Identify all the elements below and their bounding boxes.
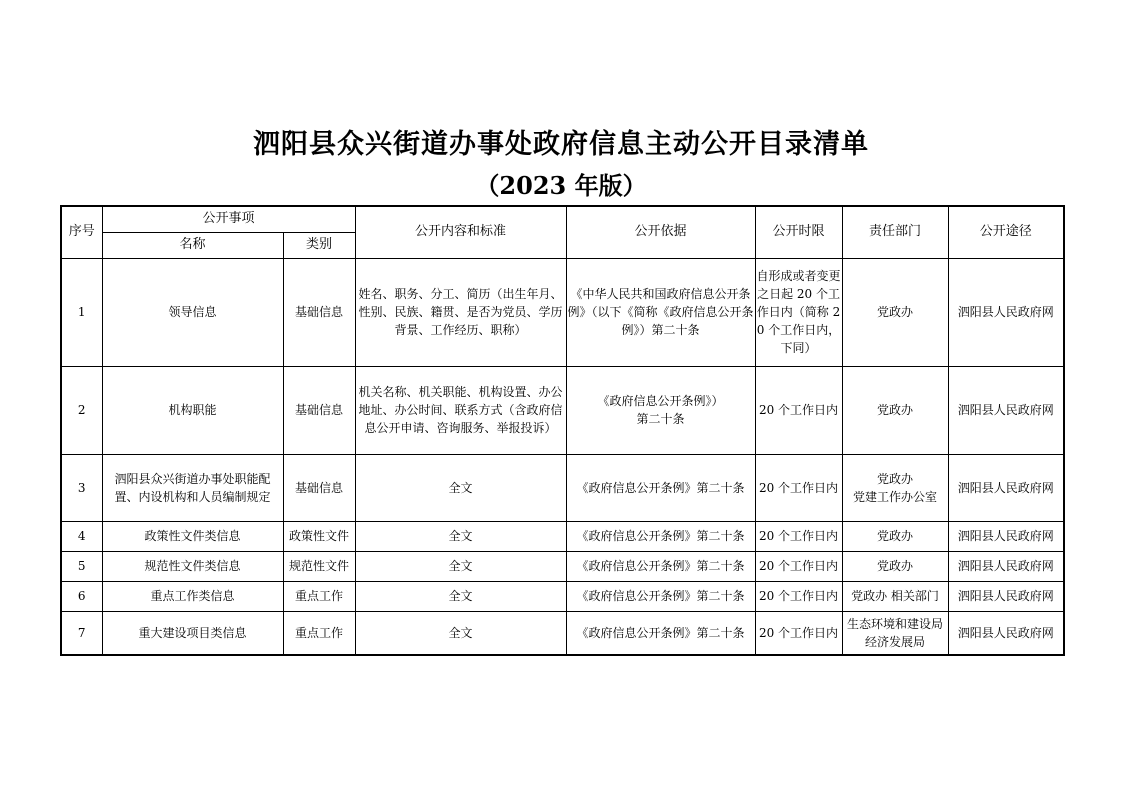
document-subtitle: （2023 年版）: [475, 171, 647, 200]
cell-basis: 《政府信息公开条例》第二十条: [566, 581, 755, 611]
cell-category: 基础信息: [283, 258, 355, 366]
cell-basis: 《政府信息公开条例》第二十条: [566, 611, 755, 655]
cell-department: 党政办: [842, 366, 948, 454]
cell-content: 机关名称、机关职能、机构设置、办公地址、办公时间、联系方式（含政府信息公开申请、咨询服务、举报投诉）: [355, 366, 566, 454]
cell-content: 全文: [355, 551, 566, 581]
table-row: [61, 366, 1064, 454]
cell-department: [842, 454, 948, 521]
cell-time-limit: 20 个工作日内: [755, 521, 842, 551]
table-row: [61, 454, 1064, 521]
cell-name: 重大建设项目类信息: [102, 611, 283, 655]
document-title: 泗阳县众兴街道办事处政府信息主动公开目录清单: [253, 129, 869, 160]
cell-department: 党政办: [842, 551, 948, 581]
header-time-limit: 公开时限: [755, 206, 842, 258]
table-row: [61, 551, 1064, 581]
cell-content: 全文: [355, 454, 566, 521]
cell-category: 政策性文件: [283, 521, 355, 551]
cell-department: 生态环境和建设局 经济发展局: [842, 611, 948, 655]
cell-seq: 5: [61, 551, 102, 581]
cell-channel: 泗阳县人民政府网: [948, 454, 1064, 521]
cell-basis: 《政府信息公开条例》第二十条: [566, 521, 755, 551]
cell-basis: [566, 366, 755, 454]
cell-seq: 3: [61, 454, 102, 521]
cell-seq: 1: [61, 258, 102, 366]
cell-name: 重点工作类信息: [102, 581, 283, 611]
cell-basis: 《政府信息公开条例》第二十条: [566, 551, 755, 581]
cell-name: 规范性文件类信息: [102, 551, 283, 581]
cell-seq: 2: [61, 366, 102, 454]
cell-basis-line2: 第二十条: [636, 412, 685, 426]
cell-seq: 7: [61, 611, 102, 655]
catalog-table: [60, 205, 1065, 656]
cell-name: 政策性文件类信息: [102, 521, 283, 551]
cell-category: 重点工作: [283, 581, 355, 611]
cell-channel: 泗阳县人民政府网: [948, 581, 1064, 611]
cell-name: 领导信息: [102, 258, 283, 366]
cell-basis-line1: 《政府信息公开条例》）: [597, 394, 724, 408]
cell-name: 机构职能: [102, 366, 283, 454]
cell-department: 党政办: [842, 258, 948, 366]
table-header: [61, 206, 1064, 258]
cell-category: 基础信息: [283, 366, 355, 454]
table-row: [61, 581, 1064, 611]
table-row: [61, 521, 1064, 551]
cell-time-limit: 20 个工作日内: [755, 581, 842, 611]
cell-content: 姓名、职务、分工、简历（出生年月、性别、民族、籍贯、是否为党员、学历背景、工作经历、职称）: [355, 258, 566, 366]
header-item-group: 公开事项: [102, 206, 355, 232]
cell-channel: 泗阳县人民政府网: [948, 366, 1064, 454]
header-content: 公开内容和标准: [355, 206, 566, 258]
cell-basis: 《中华人民共和国政府信息公开条例》（以下《简称《政府信息公开条例》）第二十条: [566, 258, 755, 366]
cell-department: 党政办 相关部门: [842, 581, 948, 611]
cell-channel: 泗阳县人民政府网: [948, 521, 1064, 551]
cell-department-line2: 党建工作办公室: [853, 489, 938, 504]
cell-content: 全文: [355, 581, 566, 611]
cell-department-line1: 党政办: [877, 471, 914, 486]
cell-seq: 4: [61, 521, 102, 551]
header-name: 名称: [102, 232, 283, 258]
cell-content: 全文: [355, 611, 566, 655]
table-row: [61, 258, 1064, 366]
header-basis: 公开依据: [566, 206, 755, 258]
cell-seq: 6: [61, 581, 102, 611]
cell-time-limit: 20 个工作日内: [755, 551, 842, 581]
cell-category: 规范性文件: [283, 551, 355, 581]
header-channel: 公开途径: [948, 206, 1064, 258]
table-row: [61, 611, 1064, 655]
cell-time-limit: 20 个工作日内: [755, 611, 842, 655]
cell-channel: 泗阳县人民政府网: [948, 611, 1064, 655]
cell-basis: 《政府信息公开条例》第二十条: [566, 454, 755, 521]
cell-content: 全文: [355, 521, 566, 551]
cell-time-limit: 自形成或者变更之日起 20 个工作日内（简称 20 个工作日内，下同）: [755, 258, 842, 366]
header-department: 责任部门: [842, 206, 948, 258]
cell-time-limit: 20 个工作日内: [755, 454, 842, 521]
header-category: 类别: [283, 232, 355, 258]
cell-category: 重点工作: [283, 611, 355, 655]
cell-category: 基础信息: [283, 454, 355, 521]
cell-channel: 泗阳县人民政府网: [948, 551, 1064, 581]
cell-channel: 泗阳县人民政府网: [948, 258, 1064, 366]
cell-time-limit: 20 个工作日内: [755, 366, 842, 454]
cell-department: 党政办: [842, 521, 948, 551]
cell-name: 泗阳县众兴街道办事处职能配置、内设机构和人员编制规定: [102, 454, 283, 521]
header-seq: 序号: [61, 206, 102, 258]
